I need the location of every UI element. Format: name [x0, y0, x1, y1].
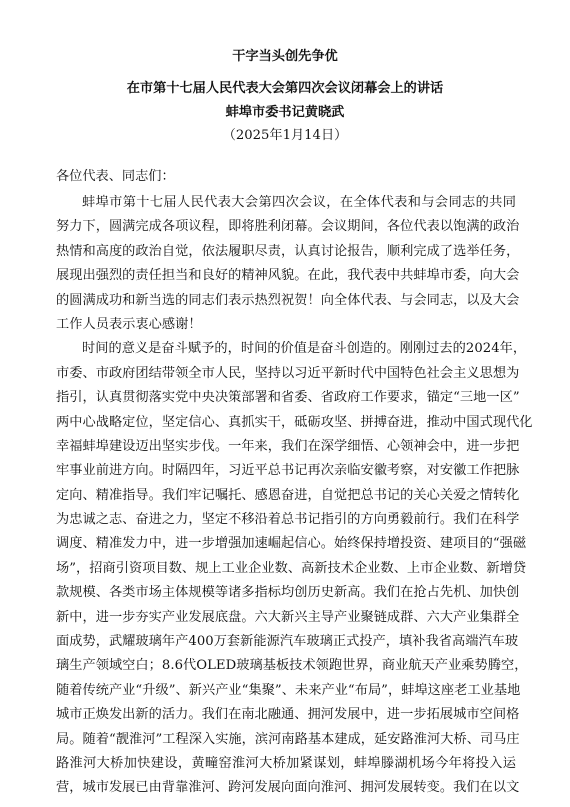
paragraph-line: 指引，认真贯彻落实党中央决策部署和省委、省政府工作要求，锚定“三地一区”: [56, 390, 520, 406]
paragraph-line: 两中心战略定位，坚定信心、真抓实干，砥砺攻坚、拼搏奋进，推动中国式现代化: [56, 414, 533, 430]
paragraph-line: 牢事业前进方向。时隔四年，习近平总书记再次亲临安徽考察，对安徽工作把脉: [56, 463, 520, 479]
paragraph-line: 的圆满成功和新当选的同志们表示热烈祝贺！向全体代表、与会同志，以及大会: [56, 292, 520, 308]
paragraph-line: 城市正焕发出新的活力。我们在南北融通、拥河发展中，进一步拓展城市空间格: [56, 707, 520, 723]
salutation: 各位代表、同志们：: [56, 169, 175, 184]
paragraph-line: 新中，进一步夯实产业发展底盘。六大新兴主导产业聚链成群、六大产业集群全: [56, 609, 520, 625]
speaker-line: 蚌埠市委书记黄晓武: [225, 105, 345, 120]
paragraph-line: 营，城市发展已由背靠淮河、跨河发展向面向淮河、拥河发展转变。我们在以文: [56, 780, 520, 796]
paragraph-line: 时间的意义是奋斗赋予的，时间的价值是奋斗创造的。刚刚过去的2024年，: [82, 341, 527, 357]
speech-date: （2025年1月14日）: [222, 128, 348, 143]
paragraph-line: 为忠诚之志、奋进之力，坚定不移沿着总书记指引的方向勇毅前行。我们在科学: [56, 512, 520, 528]
paragraph-line: 努力下，圆满完成各项议程，即将胜利闭幕。会议期间，各位代表以饱满的政治: [56, 219, 520, 235]
paragraph-line: 定向、精准指导。我们牢记嘱托、感恩奋进，自觉把总书记的关心关爱之情转化: [56, 487, 520, 503]
document-title: 干字当头创先争优: [232, 49, 338, 64]
paragraph-line: 热情和高度的政治自觉，依法履职尽责，认真讨论报告，顺利完成了选举任务，: [56, 243, 520, 259]
paragraph-line: 随着传统产业“升级”、新兴产业“集聚”、未来产业“布局”，蚌埠这座老工业基地: [56, 682, 521, 698]
paragraph-line: 场”，招商引资项目数、规上工业企业数、高新技术企业数、上市企业数、新增贷: [56, 560, 527, 576]
paragraph-line: 路淮河大桥加快建设，黄疃窑淮河大桥加紧谋划，蚌埠滕湖机场今年将投入运: [56, 755, 516, 771]
paragraph-line: 蚌埠市第十七届人民代表大会第四次会议，在全体代表和与会同志的共同: [82, 195, 516, 210]
paragraph-line: 调度、精准发力中，进一步增强加速崛起信心。始终保持增投资、建项目的“强磁: [56, 536, 527, 552]
paragraph-line: 局。随着“靓淮河”工程深入实施，滨河南路基本建成，延安路淮河大桥、司马庄: [56, 731, 520, 747]
paragraph-line: 璃生产领域空白；8.6代OLED玻璃基板技术领跑世界，商业航天产业乘势腾空，: [56, 658, 528, 674]
document-subtitle: 在市第十七届人民代表大会第四次会议闭幕会上的讲话: [126, 81, 444, 96]
paragraph-line: 工作人员表示衷心感谢！: [56, 316, 202, 332]
paragraph-line: 款规模、各类市场主体规模等诸多指标均创历史新高。我们在抢占先机、加快创: [56, 585, 520, 601]
paragraph-line: 市委、市政府团结带领全市人民，坚持以习近平新时代中国特色社会主义思想为: [56, 365, 520, 381]
speech-body: [56, 191, 533, 801]
paragraph-line: 幸福蚌埠建设迈出坚实步伐。一年来，我们在深学细悟、心领神会中，进一步把: [56, 438, 520, 454]
paragraph-line: 展现出强烈的责任担当和良好的精神风貌。在此，我代表中共蚌埠市委，向大会: [56, 268, 520, 284]
paragraph-line: 面成势，武耀玻璃年产400万套新能源汽车玻璃正式投产，填补我省高端汽车玻: [56, 634, 519, 650]
